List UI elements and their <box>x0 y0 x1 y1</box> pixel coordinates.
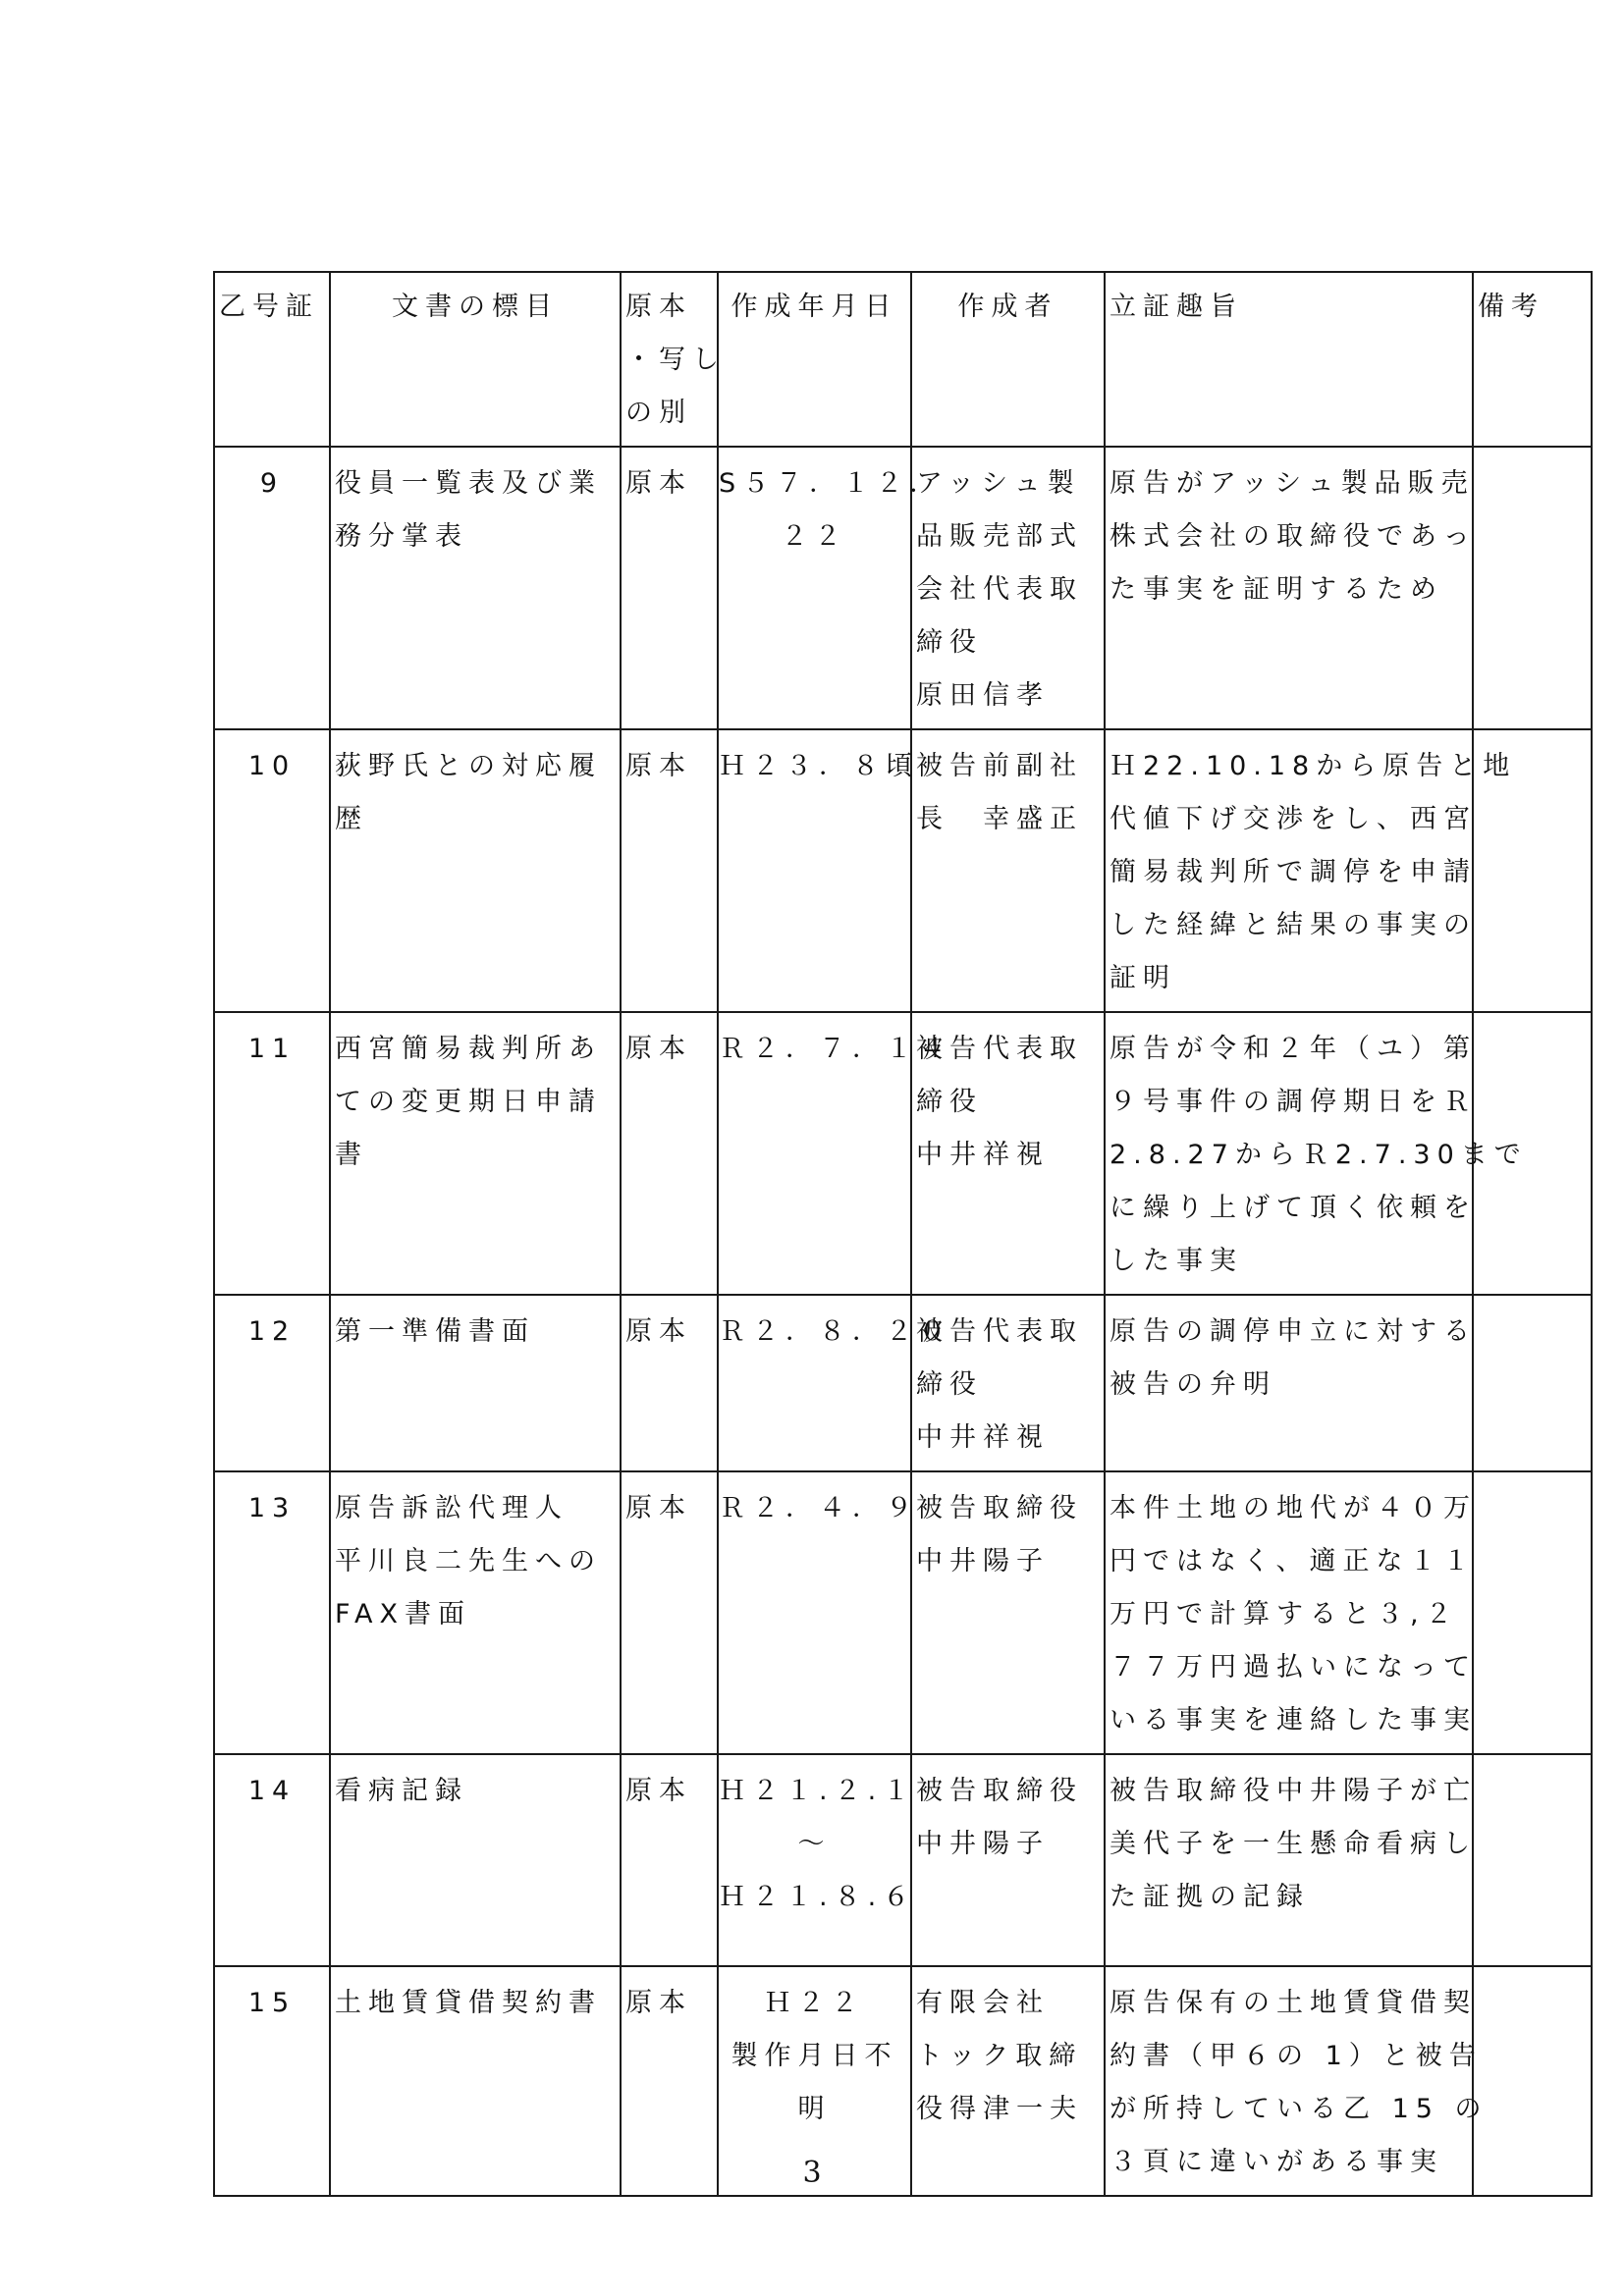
cell-author-line: 中井祥視 <box>916 1140 1050 1170</box>
cell-creation-date <box>718 1754 917 1966</box>
cell-purpose-line: ３頁に違いがある事実 <box>1110 2147 1443 2177</box>
cell-evidence-number-text: 14 <box>247 1776 297 1806</box>
cell-purpose-line: た事実を証明するため <box>1110 574 1443 605</box>
cell-original-copy <box>621 1471 718 1754</box>
cell-creation-date-line: Ｈ２２ <box>764 1988 865 2018</box>
cell-author <box>911 447 1105 729</box>
cell-document-title-line: 荻野氏との対応履 <box>335 751 602 781</box>
cell-purpose <box>1105 1754 1477 1966</box>
cell-document-title-line: 西宮簡易裁判所あ <box>335 1034 602 1064</box>
header-line: の別 <box>625 398 692 428</box>
cell-purpose-line: た証拠の記録 <box>1110 1882 1310 1912</box>
cell-evidence-number <box>214 1754 330 1966</box>
cell-purpose-line: 株式会社の取締役であっ <box>1110 521 1477 552</box>
cell-evidence-number <box>214 1295 330 1471</box>
cell-document-title <box>330 729 621 1012</box>
cell-author <box>911 1295 1105 1471</box>
cell-remarks <box>1473 1295 1592 1471</box>
cell-evidence-number <box>214 447 330 729</box>
cell-author <box>911 1471 1105 1754</box>
table-row <box>214 1295 1592 1471</box>
cell-document-title <box>330 447 621 729</box>
cell-creation-date-line: ～ <box>797 1829 832 1859</box>
cell-author-line: 中井陽子 <box>916 1829 1050 1859</box>
cell-purpose-line: Ｈ22.10.18から原告と地 <box>1110 751 1517 781</box>
cell-remarks <box>1473 1754 1592 1966</box>
cell-evidence-number-text: 10 <box>247 751 297 781</box>
cell-purpose-line: いる事実を連絡した事実 <box>1110 1705 1477 1735</box>
cell-purpose-line: ９号事件の調停期日をＲ <box>1110 1087 1477 1117</box>
cell-purpose-line: 2.8.27からＲ2.7.30まで <box>1110 1140 1528 1170</box>
cell-author-line: 被告取締役 <box>916 1493 1083 1523</box>
cell-author-line: 会社代表取 <box>916 574 1083 605</box>
cell-creation-date <box>718 447 944 729</box>
cell-document-title-line: FAX書面 <box>335 1599 472 1629</box>
cell-purpose-line: した経緯と結果の事実の <box>1110 910 1477 940</box>
cell-author-line: 締役 <box>916 1087 983 1117</box>
cell-creation-date-line: Ｒ２．８．２０ <box>719 1316 952 1347</box>
cell-author-line: 役得津一夫 <box>916 2094 1083 2124</box>
table-row <box>214 1471 1592 1754</box>
cell-creation-date-line: 製作月日不 <box>731 2041 898 2071</box>
cell-author-line: 中井祥視 <box>916 1422 1050 1453</box>
cell-author-line: 品販売部式 <box>916 521 1083 552</box>
cell-author-line: 中井陽子 <box>916 1546 1050 1576</box>
table-row <box>214 729 1592 1012</box>
cell-purpose <box>1105 1471 1477 1754</box>
page-number: 3 <box>802 2156 822 2190</box>
cell-evidence-number-text: 13 <box>247 1493 297 1523</box>
cell-purpose-line: ７７万円過払いになって <box>1110 1652 1477 1682</box>
cell-creation-date-line: ２２ <box>781 521 848 552</box>
cell-purpose-line: 被告取締役中井陽子が亡 <box>1110 1776 1477 1806</box>
cell-purpose <box>1105 447 1477 729</box>
cell-original-copy-text: 原本 <box>625 1776 692 1806</box>
cell-document-title-line: 平川良二先生への <box>335 1546 602 1576</box>
cell-purpose-line: 原告が令和２年（ユ）第 <box>1110 1034 1477 1064</box>
cell-creation-date-line: 明 <box>797 2094 832 2124</box>
cell-document-title <box>330 1754 621 1966</box>
evidence-table <box>213 271 1593 2197</box>
cell-purpose-line: 証明 <box>1110 963 1176 993</box>
cell-author-line: 締役 <box>916 627 983 658</box>
cell-creation-date <box>718 1471 919 1754</box>
cell-author-line: 被告前副社 <box>916 751 1083 781</box>
header-purpose <box>1105 272 1473 447</box>
header-line: 作成者 <box>957 292 1058 322</box>
cell-purpose-line: 代値下げ交渉をし、西宮 <box>1110 804 1477 834</box>
header-line: 乙号証 <box>219 292 319 322</box>
cell-original-copy-text: 原本 <box>625 1988 692 2018</box>
cell-original-copy <box>621 1295 718 1471</box>
header-document-title <box>330 272 621 447</box>
cell-original-copy-text: 原本 <box>625 751 692 781</box>
cell-evidence-number <box>214 1012 330 1295</box>
cell-document-title <box>330 1295 621 1471</box>
cell-creation-date-line: Ｒ２．４．９ <box>719 1493 919 1523</box>
header-line: ・写し <box>625 345 726 375</box>
header-creation-date <box>718 272 911 447</box>
cell-purpose-line: 原告がアッシュ製品販売 <box>1110 468 1475 499</box>
cell-document-title-line: 歴 <box>335 804 368 834</box>
table-body <box>214 272 1592 2196</box>
cell-author <box>911 1012 1105 1295</box>
cell-document-title-line: 土地賃貸借契約書 <box>335 1988 602 2018</box>
cell-author-line: トック取締 <box>916 2041 1083 2071</box>
cell-purpose <box>1105 1012 1528 1295</box>
cell-purpose-line: 約書（甲６の 1）と被告 <box>1110 2041 1483 2071</box>
cell-purpose-line: 円ではなく、適正な１１ <box>1110 1546 1477 1576</box>
cell-author-line: 被告代表取 <box>916 1034 1083 1064</box>
cell-author-line: 長 幸盛正 <box>916 804 1083 834</box>
cell-purpose-line: 美代子を一生懸命看病し <box>1110 1829 1477 1859</box>
cell-creation-date-line: S５７．１２． <box>719 468 944 499</box>
header-line: 原本 <box>625 292 692 322</box>
cell-document-title-line: 看病記録 <box>335 1776 468 1806</box>
cell-creation-date-line: Ｈ２１.８.６ <box>719 1882 917 1912</box>
cell-original-copy <box>621 447 718 729</box>
cell-author-line: 被告代表取 <box>916 1316 1083 1347</box>
cell-remarks <box>1473 447 1592 729</box>
cell-author-line: 被告取締役 <box>916 1776 1083 1806</box>
header-line: 作成年月日 <box>731 292 898 322</box>
cell-document-title-line: 役員一覧表及び業 <box>335 468 602 499</box>
cell-original-copy <box>621 1754 718 1966</box>
cell-purpose-line: 被告の弁明 <box>1110 1369 1276 1400</box>
cell-purpose-line: が所持している乙 15 の <box>1110 2094 1489 2124</box>
cell-author-line: 有限会社 <box>916 1988 1050 2018</box>
cell-author <box>911 1754 1105 1966</box>
cell-purpose-line: 万円で計算すると３,２ <box>1110 1599 1459 1629</box>
header-original-copy <box>621 272 726 447</box>
cell-evidence-number-text: 11 <box>247 1034 297 1064</box>
cell-evidence-number-text: 9 <box>259 468 285 499</box>
cell-author-line: アッシュ製 <box>916 468 1081 499</box>
table-row <box>214 1754 1592 1966</box>
cell-remarks <box>1473 1471 1592 1754</box>
cell-document-title-line: 務分掌表 <box>335 521 468 552</box>
cell-original-copy <box>621 1012 718 1295</box>
cell-purpose-line: 簡易裁判所で調停を申請 <box>1110 857 1477 887</box>
cell-purpose-line: に繰り上げて頂く依頼を <box>1110 1193 1477 1223</box>
cell-creation-date-line: Ｈ２３．８頃 <box>719 751 919 781</box>
cell-author-line: 原田信孝 <box>916 680 1050 711</box>
cell-document-title-line: 書 <box>335 1140 368 1170</box>
cell-purpose-line: 原告の調停申立に対する <box>1110 1316 1477 1347</box>
cell-purpose <box>1105 1295 1477 1471</box>
header-line: 備考 <box>1478 292 1544 322</box>
cell-creation-date <box>718 729 919 1012</box>
cell-document-title <box>330 1012 621 1295</box>
cell-original-copy-text: 原本 <box>625 468 692 499</box>
cell-purpose-line: 原告保有の土地賃貸借契 <box>1110 1988 1477 2018</box>
cell-original-copy-text: 原本 <box>625 1034 692 1064</box>
cell-evidence-number <box>214 729 330 1012</box>
cell-document-title <box>330 1471 621 1754</box>
cell-evidence-number <box>214 1471 330 1754</box>
cell-purpose-line: 本件土地の地代が４０万 <box>1110 1493 1477 1523</box>
header-author <box>911 272 1105 447</box>
header-line: 文書の標目 <box>392 292 559 322</box>
table-row <box>214 447 1592 729</box>
cell-original-copy-text: 原本 <box>625 1493 692 1523</box>
cell-creation-date-line: Ｈ２１.２.１ <box>719 1776 917 1806</box>
cell-creation-date-line: Ｒ２．７．１４ <box>719 1034 952 1064</box>
header-remarks <box>1473 272 1592 447</box>
cell-evidence-number-text: 12 <box>247 1316 297 1347</box>
cell-document-title-line: 原告訴訟代理人 <box>335 1493 568 1523</box>
cell-purpose-line: した事実 <box>1110 1246 1243 1276</box>
cell-author <box>911 729 1105 1012</box>
cell-evidence-number-text: 15 <box>247 1988 297 2018</box>
cell-original-copy-text: 原本 <box>625 1316 692 1347</box>
cell-document-title-line: ての変更期日申請 <box>335 1087 602 1117</box>
header-line: 立証趣旨 <box>1110 292 1243 322</box>
header-row <box>214 272 1592 447</box>
cell-author-line: 締役 <box>916 1369 983 1400</box>
cell-document-title-line: 第一準備書面 <box>335 1316 535 1347</box>
header-evidence-number <box>214 272 330 447</box>
table-row <box>214 1012 1592 1295</box>
cell-purpose <box>1105 729 1517 1012</box>
cell-original-copy <box>621 729 718 1012</box>
